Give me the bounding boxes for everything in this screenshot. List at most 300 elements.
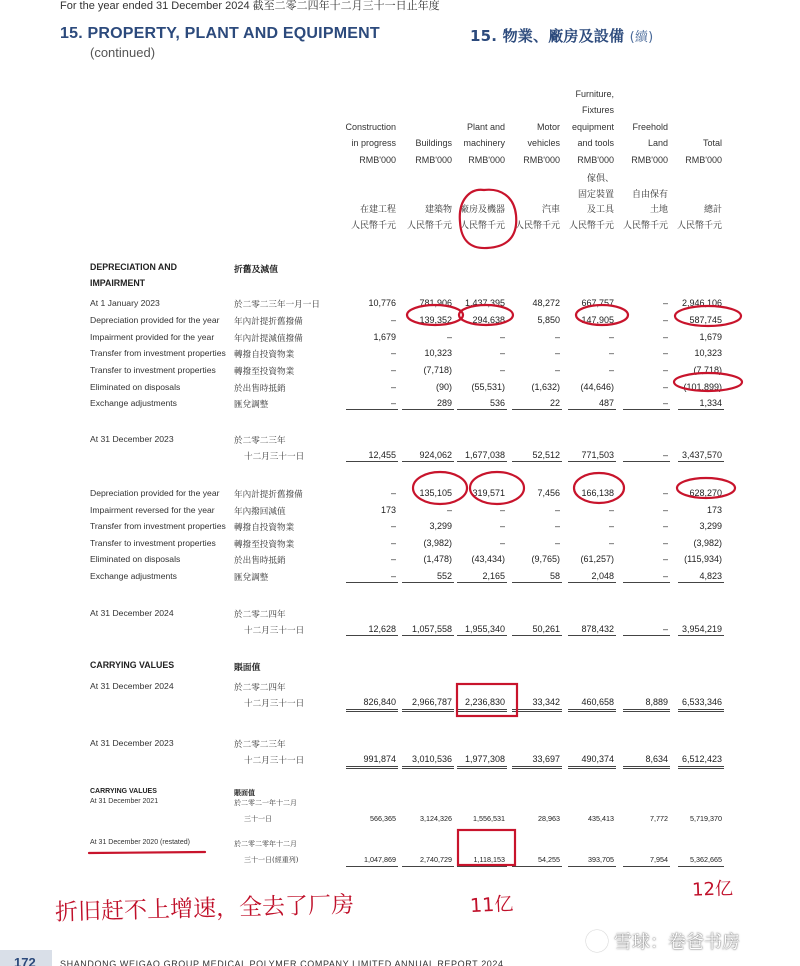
cell-value: 536 xyxy=(489,398,505,408)
row-label-zh: 年內計提折舊撥備 xyxy=(234,317,303,327)
cell-value: – xyxy=(554,538,560,548)
column-header-en-line: RMB'000 xyxy=(577,154,614,165)
cell-value: 319,571 xyxy=(472,488,505,498)
row-label-en: Exchange adjustments xyxy=(90,571,177,581)
column-header-zh-line: 人民幣千元 xyxy=(406,220,452,231)
cell-value: 2,966,787 xyxy=(411,697,452,707)
cell-value: – xyxy=(499,365,505,375)
column-header-zh-line: 人民幣千元 xyxy=(459,220,505,231)
column-header-zh-line: 人民幣千元 xyxy=(568,220,614,231)
column-header-zh-line: 廠房及機器 xyxy=(459,205,505,215)
row-label-zh: 於二零二三年 xyxy=(234,740,286,750)
cell-value: 8,889 xyxy=(645,697,668,707)
cell-value: 924,062 xyxy=(419,450,452,460)
column-header-en-line: Furniture, xyxy=(575,88,614,99)
row-label-en: Transfer to investment properties xyxy=(90,538,216,548)
section-label-dep-line2 xyxy=(0,278,800,294)
column-header-en-line: RMB'000 xyxy=(468,154,505,165)
section-title-zh xyxy=(470,25,653,46)
watermark-snowball-icon xyxy=(586,930,608,952)
cell-value: (61,257) xyxy=(580,554,614,564)
table-row xyxy=(0,505,800,521)
rule-line xyxy=(623,409,670,410)
cell-value: 4,823 xyxy=(699,571,722,581)
rule-line xyxy=(678,866,724,867)
cell-value: – xyxy=(662,571,668,581)
cell-value: 7,456 xyxy=(537,488,560,498)
cell-value: 3,010,536 xyxy=(411,754,452,764)
cell-value: – xyxy=(662,505,668,515)
cell-value: 135,105 xyxy=(419,488,452,498)
rule-line xyxy=(568,582,616,583)
cell-value: 173 xyxy=(380,505,396,515)
cell-value: 3,299 xyxy=(429,521,452,531)
table-row xyxy=(0,434,800,462)
row-label-zh: 年內撥回減值 xyxy=(234,507,286,517)
cell-value: – xyxy=(390,315,396,325)
column-header-zh xyxy=(642,203,722,234)
row-label-zh: 轉撥自投資物業 xyxy=(234,523,295,533)
row-label-en: Transfer from investment properties xyxy=(90,521,226,531)
cell-value: – xyxy=(662,348,668,358)
rule-line xyxy=(346,866,398,867)
cell-value: 771,503 xyxy=(581,450,614,460)
double-rule-line xyxy=(678,766,724,769)
rule-line xyxy=(678,461,724,462)
double-rule-line xyxy=(623,766,670,769)
section-label-en: DEPRECIATION AND xyxy=(90,262,177,272)
cell-value: 1,118,153 xyxy=(473,855,505,864)
cell-value: – xyxy=(554,332,560,342)
cell-value: – xyxy=(608,348,614,358)
section-title-en: 15. PROPERTY, PLANT AND EQUIPMENT xyxy=(60,25,380,42)
cell-value: 2,740,729 xyxy=(420,855,452,864)
cell-value: – xyxy=(662,382,668,392)
cell-value: – xyxy=(608,538,614,548)
cell-value: – xyxy=(608,365,614,375)
double-rule-line xyxy=(623,709,670,712)
cell-value: 33,342 xyxy=(532,697,560,707)
cell-value: 781,906 xyxy=(419,298,452,308)
cell-value: 58 xyxy=(549,571,560,581)
cell-value: – xyxy=(662,398,668,408)
cell-value: (115,934) xyxy=(684,554,722,564)
rule-line xyxy=(402,866,454,867)
cell-value: 10,323 xyxy=(694,348,722,358)
rule-line xyxy=(568,461,616,462)
row-label-en: Impairment reversed for the year xyxy=(90,505,215,515)
row-label-zh: 匯兌調整 xyxy=(234,400,269,410)
column-header-en-line: in progress xyxy=(351,138,396,148)
cell-value: 393,705 xyxy=(588,855,614,864)
cell-value: (55,531) xyxy=(471,382,505,392)
handwritten-12yi: 12亿 xyxy=(691,878,734,901)
table-row xyxy=(0,488,800,504)
column-header-en-line: equipment xyxy=(571,121,614,132)
cell-value: 1,334 xyxy=(699,398,722,408)
table-row xyxy=(0,382,800,398)
cell-value: (7,718) xyxy=(423,365,452,375)
rule-line xyxy=(346,582,398,583)
rule-line xyxy=(512,635,562,636)
cell-value: 3,437,570 xyxy=(681,450,722,460)
table-row xyxy=(0,738,800,766)
cell-value: – xyxy=(554,365,560,375)
rule-line xyxy=(512,409,562,410)
watermark-text: 雪球：卷爸书房 xyxy=(614,932,740,953)
cell-value: – xyxy=(608,521,614,531)
row-label-zh: 匯兌調整 xyxy=(234,573,269,583)
double-rule-line xyxy=(678,709,724,712)
rule-line xyxy=(568,866,616,867)
column-header-en-line: Total xyxy=(702,138,722,148)
row-label-zh: 於二零二一年十二月 xyxy=(234,799,297,807)
row-label-en: Exchange adjustments xyxy=(90,398,177,408)
cell-value: 1,955,340 xyxy=(464,624,505,634)
column-header-zh-line: 傢俱、 xyxy=(586,174,614,184)
column-header-zh-line: 建築物 xyxy=(424,205,452,215)
cell-value: – xyxy=(390,571,396,581)
cell-value: – xyxy=(446,332,452,342)
section-title-zh-continued: (續) xyxy=(629,30,654,45)
row-label-zh: 於二零二三年 xyxy=(234,436,286,446)
cell-value: 1,556,531 xyxy=(473,814,505,823)
cell-value: 294,638 xyxy=(472,315,505,325)
row-label-zh: 於二零二四年 xyxy=(234,610,286,620)
cell-value: 52,512 xyxy=(532,450,560,460)
page-number: 172 xyxy=(14,955,36,966)
cell-value: – xyxy=(499,538,505,548)
cell-value: 1,677,038 xyxy=(464,450,505,460)
cell-value: – xyxy=(390,382,396,392)
cell-value: – xyxy=(662,488,668,498)
row-label-en: At 31 December 2021 xyxy=(90,798,159,805)
cell-value: – xyxy=(554,505,560,515)
column-header-en-line: Construction xyxy=(345,121,396,132)
row-label-en: Depreciation provided for the year xyxy=(90,488,220,498)
section-label-zh: 賬面值 xyxy=(234,789,255,797)
cell-value: 8,634 xyxy=(645,754,668,764)
cell-value: – xyxy=(662,554,668,564)
rule-line xyxy=(402,461,454,462)
top-strip xyxy=(0,0,800,12)
column-header-zh-line: 總計 xyxy=(703,205,722,215)
row-label-zh: 年內計提減值撥備 xyxy=(234,334,303,344)
section-label-en: CARRYING VALUES xyxy=(90,660,175,670)
column-header-zh-line: 汽車 xyxy=(541,205,560,215)
cell-value: 173 xyxy=(706,505,722,515)
column-header-en-line: vehicles xyxy=(527,138,560,148)
column-header-en-line: Buildings xyxy=(415,138,452,148)
cell-value: – xyxy=(554,521,560,531)
cell-value: – xyxy=(390,521,396,531)
cell-value: – xyxy=(390,398,396,408)
cell-value: 10,323 xyxy=(424,348,452,358)
cell-value: 826,840 xyxy=(363,697,396,707)
column-header-en-line: Land xyxy=(647,138,668,148)
rule-line xyxy=(457,461,507,462)
rule-line xyxy=(568,409,616,410)
table-row xyxy=(0,571,800,587)
cell-value: 3,124,326 xyxy=(420,814,452,823)
column-header-en xyxy=(642,135,722,168)
cell-value: – xyxy=(499,348,505,358)
cell-value: (1,632) xyxy=(531,382,560,392)
row-label-en: At 31 December 2023 xyxy=(90,434,174,444)
column-header-zh-line: 固定裝置 xyxy=(577,189,614,200)
cell-value: 1,057,558 xyxy=(411,624,452,634)
cell-value: – xyxy=(390,488,396,498)
row-label-en: Eliminated on disposals xyxy=(90,382,181,392)
cell-value: 7,954 xyxy=(650,855,668,864)
cell-value: – xyxy=(390,538,396,548)
cell-value: – xyxy=(608,332,614,342)
table-row xyxy=(0,332,800,348)
cell-value: 22 xyxy=(549,398,560,408)
double-rule-line xyxy=(346,709,398,712)
row-label-zh: 於二零二四年 xyxy=(234,683,286,693)
double-rule-line xyxy=(568,709,616,712)
cell-value: 48,272 xyxy=(532,298,560,308)
row-label-en: Transfer from investment properties xyxy=(90,348,226,358)
cell-value: 566,365 xyxy=(370,814,396,823)
row-label-zh: 於出售時抵銷 xyxy=(234,384,286,394)
cell-value: 3,954,219 xyxy=(681,624,722,634)
cell-value: (7,718) xyxy=(693,365,722,375)
cell-value: – xyxy=(662,298,668,308)
table-row xyxy=(0,315,800,331)
row-label-zh-line2: 十二月三十一日 xyxy=(244,626,305,636)
cell-value: – xyxy=(499,505,505,515)
cell-value: 2,048 xyxy=(591,571,614,581)
cell-value: – xyxy=(499,521,505,531)
rule-line xyxy=(623,461,670,462)
cell-value: 166,138 xyxy=(581,488,614,498)
table-row xyxy=(0,538,800,554)
section-label-dep xyxy=(0,262,800,278)
rule-line xyxy=(402,635,454,636)
cell-value: 1,047,869 xyxy=(364,855,396,864)
section-subtitle: (continued) xyxy=(90,45,156,60)
row-label-en: Transfer to investment properties xyxy=(90,365,216,375)
cell-value: (43,434) xyxy=(471,554,505,564)
cell-value: 878,432 xyxy=(581,624,614,634)
cell-value: 12,455 xyxy=(368,450,396,460)
row-label-en: Depreciation provided for the year xyxy=(90,315,220,325)
cell-value: 667,757 xyxy=(581,298,614,308)
rule-line xyxy=(568,635,616,636)
rule-line xyxy=(678,409,724,410)
row-label-zh-line2: 三十一日 xyxy=(244,815,272,823)
double-rule-line xyxy=(512,766,562,769)
rule-line xyxy=(457,409,507,410)
row-label-en: At 31 December 2020 (restated) xyxy=(90,839,190,846)
row-label-zh: 轉撥至投資物業 xyxy=(234,540,295,550)
double-rule-line xyxy=(457,766,507,769)
row-label-en: Impairment provided for the year xyxy=(90,332,215,342)
section-label-zh: 折舊及減值 xyxy=(234,265,278,275)
cell-value: – xyxy=(390,348,396,358)
cell-value: 289 xyxy=(436,398,452,408)
row-label-zh-line2: 十二月三十一日 xyxy=(244,699,305,709)
footer-report-title: SHANDONG WEIGAO GROUP MEDICAL POLYMER COMPANY LIMITED ANNUAL REPORT 2024 xyxy=(60,959,504,966)
cell-value: – xyxy=(662,538,668,548)
cell-value: (90) xyxy=(435,382,452,392)
cell-value: 628,270 xyxy=(689,488,722,498)
section-label-en2: IMPAIRMENT xyxy=(90,278,146,288)
rule-line xyxy=(457,582,507,583)
column-header-en-line: RMB'000 xyxy=(631,154,668,165)
handwritten-11yi: 11亿 xyxy=(469,892,514,918)
rule-line xyxy=(512,866,562,867)
cell-value: 1,437,395 xyxy=(464,298,505,308)
column-header-en-line: RMB'000 xyxy=(685,154,722,165)
column-header-en-line: Motor xyxy=(536,121,560,132)
column-header-en-line: RMB'000 xyxy=(359,154,396,165)
rule-line xyxy=(678,582,724,583)
row-label-en: At 31 December 2023 xyxy=(90,738,174,748)
rule-line xyxy=(457,866,507,867)
column-header-zh-line: 自由保有 xyxy=(631,189,668,200)
column-header-en-line: and tools xyxy=(577,138,614,148)
cell-value: 2,165 xyxy=(482,571,505,581)
column-header-en-line: Freehold xyxy=(632,121,668,132)
cell-value: 3,299 xyxy=(699,521,722,531)
column-header-zh-line: 在建工程 xyxy=(359,205,396,215)
row-label-zh-line2: 十二月三十一日 xyxy=(244,756,305,766)
column-header-zh-line: 人民幣千元 xyxy=(350,220,396,231)
cell-value: (9,765) xyxy=(531,554,560,564)
rule-line xyxy=(402,582,454,583)
cell-value: 33,697 xyxy=(532,754,560,764)
page-footer xyxy=(0,950,800,966)
double-rule-line xyxy=(512,709,562,712)
cell-value: 2,236,830 xyxy=(464,697,505,707)
cell-value: 435,413 xyxy=(588,814,614,823)
cell-value: 12,628 xyxy=(368,624,396,634)
period-header: For the year ended 31 December 2024 截至二零二四年十二月三十一日止年度 xyxy=(60,0,440,12)
rule-line xyxy=(457,635,507,636)
rule-line xyxy=(346,409,398,410)
cell-value: 487 xyxy=(598,398,614,408)
section-label-zh: 賬面值 xyxy=(234,663,261,673)
section-label-carry xyxy=(0,660,800,676)
table-row xyxy=(0,521,800,537)
cell-value: – xyxy=(662,365,668,375)
column-header-zh-line: 人民幣千元 xyxy=(514,220,560,231)
cell-value: 490,374 xyxy=(581,754,614,764)
table-row xyxy=(0,298,800,314)
rule-line xyxy=(623,635,670,636)
rule-line xyxy=(346,635,398,636)
row-label-zh: 於出售時抵銷 xyxy=(234,556,286,566)
cell-value: – xyxy=(662,450,668,460)
cell-value: – xyxy=(390,554,396,564)
cell-value: – xyxy=(662,521,668,531)
rule-line xyxy=(402,409,454,410)
table-row xyxy=(0,681,800,709)
double-rule-line xyxy=(402,766,454,769)
rule-line xyxy=(512,461,562,462)
double-rule-line xyxy=(568,766,616,769)
cell-value: 6,533,346 xyxy=(681,697,722,707)
cell-value: 147,905 xyxy=(581,315,614,325)
table-row xyxy=(0,398,800,414)
cell-value: (101,899) xyxy=(683,382,722,392)
cell-value: (1,478) xyxy=(423,554,452,564)
row-label-zh: 年內計提折舊撥備 xyxy=(234,490,303,500)
cell-value: 50,261 xyxy=(532,624,560,634)
row-label-zh-line2: 十二月三十一日 xyxy=(244,452,305,462)
cell-value: 7,772 xyxy=(650,814,668,823)
cell-value: 1,679 xyxy=(699,332,722,342)
column-header-en-line: Plant and xyxy=(466,121,505,132)
cell-value: 587,745 xyxy=(689,315,722,325)
cell-value: – xyxy=(662,315,668,325)
column-header-zh-line: 人民幣千元 xyxy=(622,220,668,231)
row-label-zh: 於二零二三年一月一日 xyxy=(234,300,320,310)
double-rule-line xyxy=(402,709,454,712)
cell-value: – xyxy=(608,505,614,515)
cell-value: 28,963 xyxy=(538,814,560,823)
column-header-en-line: RMB'000 xyxy=(415,154,452,165)
row-label-zh: 轉撥自投資物業 xyxy=(234,350,295,360)
cell-value: 991,874 xyxy=(363,754,396,764)
rule-line xyxy=(623,866,670,867)
cell-value: 10,776 xyxy=(368,298,396,308)
section-title-zh-text: 15. 物業、廠房及設備 xyxy=(470,27,625,45)
cell-value: – xyxy=(554,348,560,358)
column-header-zh-line: 人民幣千元 xyxy=(676,220,722,231)
column-header-en-line: machinery xyxy=(463,138,505,148)
cell-value: 1,977,308 xyxy=(464,754,505,764)
handwritten-note: 折旧赶不上增速，全去了厂房 xyxy=(54,892,355,926)
table-row xyxy=(0,554,800,570)
rule-line xyxy=(346,461,398,462)
row-label-zh: 於二零二零年十二月 xyxy=(234,840,297,848)
cell-value: 2,946,106 xyxy=(681,298,722,308)
row-label-en: At 31 December 2024 xyxy=(90,681,174,691)
cell-value: 54,255 xyxy=(538,855,560,864)
column-header-en-line: RMB'000 xyxy=(523,154,560,165)
double-rule-line xyxy=(457,709,507,712)
cell-value: 5,850 xyxy=(537,315,560,325)
table-row xyxy=(0,608,800,636)
column-header-en-line: Fixtures xyxy=(581,105,614,115)
section-label-en: CARRYING VALUES xyxy=(90,788,157,795)
rule-line xyxy=(512,582,562,583)
cell-value: 460,658 xyxy=(581,697,614,707)
cell-value: 5,362,665 xyxy=(690,855,722,864)
row-label-en: At 1 January 2023 xyxy=(90,298,160,308)
cell-value: – xyxy=(499,332,505,342)
column-header-zh-line: 土地 xyxy=(649,205,668,215)
cell-value: 5,719,370 xyxy=(690,814,722,823)
rule-line xyxy=(678,635,724,636)
cell-value: – xyxy=(390,365,396,375)
row-label-en: Eliminated on disposals xyxy=(90,554,181,564)
cell-value: 139,352 xyxy=(419,315,452,325)
table-row xyxy=(0,348,800,364)
row-label-en: At 31 December 2024 xyxy=(90,608,174,618)
table-row xyxy=(0,365,800,381)
table-row xyxy=(0,798,800,823)
cell-value: (3,982) xyxy=(693,538,722,548)
cell-value: – xyxy=(662,624,668,634)
cell-value: – xyxy=(446,505,452,515)
cell-value: 6,512,423 xyxy=(681,754,722,764)
column-header-zh-line: 及工具 xyxy=(586,205,614,215)
